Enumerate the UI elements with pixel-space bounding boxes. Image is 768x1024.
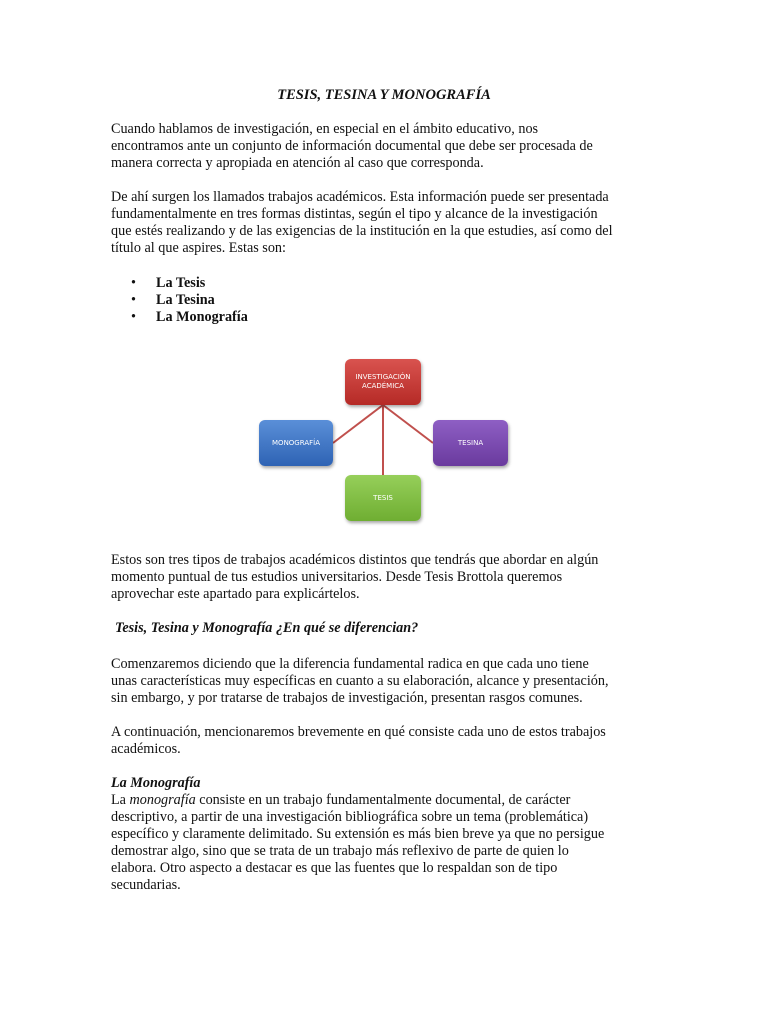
- text-line: manera correcta y apropiada en atención al caso que corresponda.: [111, 155, 484, 171]
- text-line: elabora. Otro aspecto a destacar es que las fuentes que lo respaldan son de tipo: [111, 860, 558, 876]
- paragraph-4: [111, 656, 666, 707]
- text-line: título al que aspires. Estas son:: [111, 240, 286, 256]
- text-line: aprovechar este apartado para explicártelos.: [111, 586, 360, 602]
- work-types-list: [111, 275, 511, 326]
- list-item: • La Monografía: [131, 309, 248, 325]
- text-line: consiste en un trabajo fundamentalmente documental, de carácter: [195, 792, 571, 808]
- text-line: De ahí surgen los llamados trabajos académicos. Esta información puede ser presentada: [111, 189, 609, 205]
- paragraph-5: [111, 724, 666, 758]
- text-line: Comenzaremos diciendo que la diferencia fundamental radica en que cada uno tiene: [111, 656, 589, 672]
- bullet-icon: •: [131, 292, 136, 308]
- text-line: descriptivo, a partir de una investigación bibliográfica sobre un tema (problemática): [111, 809, 589, 825]
- text-line: fundamentalmente en tres formas distintas, según el tipo y alcance de la investigación: [111, 206, 598, 222]
- list-item: • La Tesina: [131, 292, 215, 308]
- differences-subheading: Tesis, Tesina y Monografía ¿En qué se diferencian?: [115, 620, 419, 636]
- node-tesina: [433, 420, 508, 466]
- node-monografia: [259, 420, 333, 466]
- monografia-section-heading: La Monografía: [111, 775, 201, 791]
- intro-paragraph-1: [111, 121, 666, 172]
- intro-paragraph-2: [111, 189, 666, 257]
- list-item: • La Tesis: [131, 275, 206, 291]
- node-label: TESINA: [457, 438, 484, 447]
- bullet-icon: •: [131, 275, 136, 291]
- text-line: encontramos ante un conjunto de información documental que debe ser procesada de: [111, 138, 593, 154]
- text-line: A continuación, mencionaremos brevemente en qué consiste cada uno de estos trabajos: [111, 724, 606, 740]
- text-line: académicos.: [111, 741, 181, 757]
- text-line: sin embargo, y por tratarse de trabajos de investigación, presentan rasgos comunes.: [111, 690, 583, 706]
- paragraph-3: [111, 552, 666, 603]
- emphasis-term: monografía: [129, 792, 196, 808]
- text-line: demostrar algo, sino que se trata de un trabajo más reflexivo de parte de quien lo: [111, 843, 569, 859]
- node-label: MONOGRAFÍA: [272, 438, 320, 447]
- node-investigacion-academica: [345, 359, 421, 405]
- bullet-icon: •: [131, 309, 136, 325]
- research-diagram: [250, 350, 520, 530]
- text-line: específico y claramente delimitado. Su extensión es más bien breve ya que no persigue: [111, 826, 605, 842]
- text-line: momento puntual de tus estudios universitarios. Desde Tesis Brottola queremos: [111, 569, 563, 585]
- connector-right: [383, 405, 433, 443]
- node-tesis: [345, 475, 421, 521]
- text-line: secundarias.: [111, 877, 181, 893]
- text-line: que estés realizando y de las exigencias de la institución en la que estudies, así como del: [111, 223, 613, 239]
- text-line: Estos son tres tipos de trabajos académicos distintos que tendrás que abordar en algún: [111, 552, 599, 568]
- monografia-paragraph: [111, 792, 666, 894]
- node-label: INVESTIGACIÓN: [355, 373, 411, 381]
- text-line: Cuando hablamos de investigación, en especial en el ámbito educativo, nos: [111, 121, 539, 137]
- text-line: unas características muy específicas en cuanto a su elaboración, alcance y presentación,: [111, 673, 609, 689]
- node-label: TESIS: [373, 493, 393, 502]
- text-line: La: [111, 792, 130, 808]
- document-title: TESIS, TESINA Y MONOGRAFÍA: [277, 87, 491, 103]
- connector-left: [333, 405, 383, 443]
- node-label: ACADÉMICA: [362, 382, 404, 390]
